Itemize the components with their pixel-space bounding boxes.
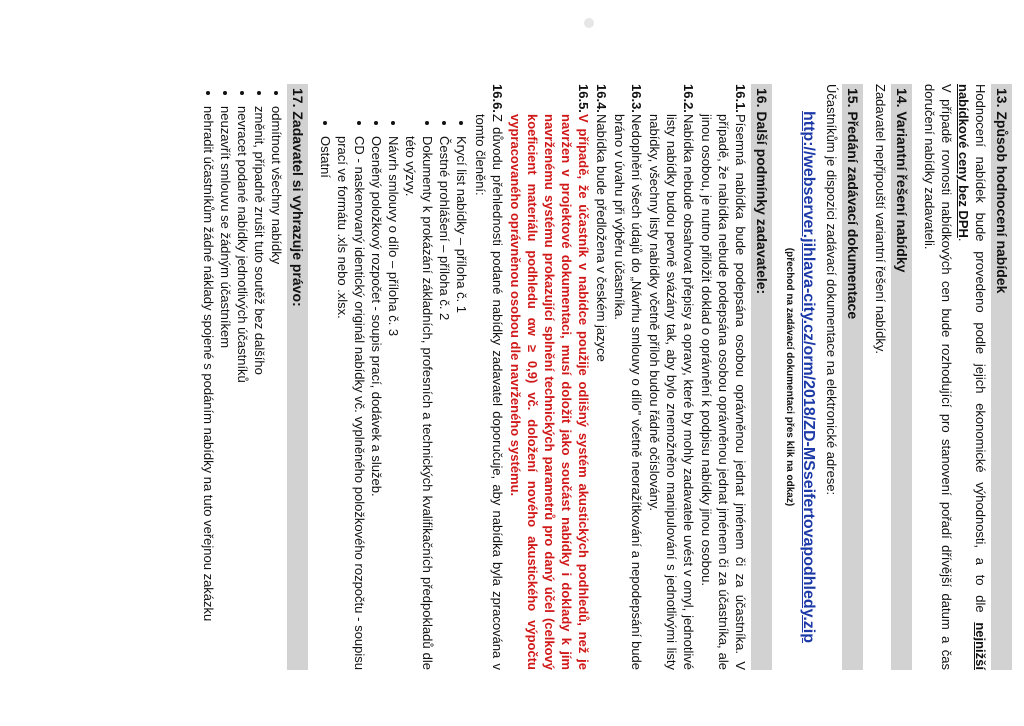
structure-list-item: • Návrh smlouvy o dílo – příloha č. 3: [385, 136, 402, 670]
condition-text: Z důvodu přehlednosti podané nabídky zadavatel doporučuje, aby nabídka byla zpracována v tomto členění:: [473, 114, 505, 670]
condition-16-5: [507, 84, 592, 670]
section-14: [872, 84, 912, 670]
structure-list-item: • Ostatní: [317, 136, 334, 670]
section-16: [317, 84, 772, 670]
condition-16-2: [646, 84, 697, 670]
section-13-paragraph-2: V případě rovnosti nabídkových cen bude rozhodující pro stanovení pořadí dřívější datum a čas doručení nabídky zadavateli.: [922, 84, 954, 670]
rights-list-item: • změnit, případně zrušit tuto soutěž bez dalšího: [251, 106, 268, 670]
condition-16-4: [593, 84, 610, 670]
section-14-paragraph: Zadavatel nepřipouští variantní řešení nabídky.: [873, 84, 888, 355]
condition-text: Nabídka nebude obsahovat přepisy a opravy, které by mohly zadavatele uvést v omyl, jednotlivé listy nabídky budou pevně svázány tak, aby bylo znemožněno manipulování s jednotlivými listy nabídky, všechny listy nabídky včetně příloh budou řádně očíslovány.: [647, 114, 696, 670]
section-13-paragraph-1: [955, 84, 989, 670]
section-15-paragraph: Účastníkům je dispozici zadávací dokumentace na elektronické adrese:: [824, 84, 839, 496]
s13-text-c: .: [956, 237, 971, 242]
condition-text: Nabídka bude předložena v českém jazyce: [594, 114, 609, 362]
document-body: [191, 84, 1012, 670]
condition-number: 16.3.: [629, 84, 644, 113]
condition-number: 16.6.: [490, 84, 505, 113]
section-14-title: 14. Variantní řešení nabídky: [891, 84, 912, 670]
condition-16-1: [698, 84, 749, 670]
zd-link-block: [781, 84, 817, 670]
structure-list-item: • Oceněný položkový rozpočet - soupis prací, dodávek a služeb.: [368, 136, 385, 670]
structure-list-item: • CD - naskenovaný identický originál nabídky vč. vyplněného položkového rozpočtu - soupisu prací ve formátu .xls nebo .xlsx.: [334, 136, 368, 670]
structure-list-item: • Dokumenty k prokázání základních, profesních a technických kvalifikačních předpokladů dle této výzvy.: [402, 136, 436, 670]
s13-text-a: Hodnocení nabídek bude provedeno podle jejich ekonomické výhodnosti, a to dle: [973, 84, 988, 623]
condition-16-3: [611, 84, 645, 670]
section-17: [200, 84, 308, 670]
section-15-title: 15. Předání zadávací dokumentace: [842, 84, 863, 670]
zd-download-link[interactable]: http://webserver.jihlava-city.cz/orm/2018/ZD-MSseifertovapodhledy.zip: [800, 111, 817, 643]
condition-16-6-body: [317, 114, 506, 670]
zd-link-note: (přechod na zadávací dokumentaci přes klik na odkaz): [784, 247, 795, 507]
section-16-title: 16. Další podmínky zadavatele:: [751, 84, 772, 670]
structure-list-item: • Krycí list nabídky – příloha č. 1: [453, 136, 470, 670]
condition-number: 16.4.: [594, 84, 609, 113]
rights-list-item: • nevracet podané nabídky jednotlivých účastníků: [234, 106, 251, 670]
condition-16-6: [317, 84, 506, 670]
rights-list-item: • neuzavřít smlouvu se žádným účastníkem: [217, 106, 234, 670]
condition-text: Písemná nabídka bude podepsána osobou oprávněnou jednat jménem či za účastníka. V případě, že nabídka nebude podepsána osobou oprávněnou jednat jménem či za účastníka, ale jinou osobou, je nutno přiložit doklad o oprávnění k podpisu nabídky jinou osobou.: [699, 114, 748, 670]
section-13: [921, 84, 1012, 670]
structure-list-item: • Čestné prohlášení – příloha č. 2: [436, 136, 453, 670]
condition-text-highlighted: V případě, že účastník v nabídce použije odlišný systém akustických podhledů, než je navržen v projektové dokumentaci, musí doložit jako součást nabídky i doklady k jím navrženému systému prokazující splnění technických parametrů pro daný účel (celkový koeficient materiálu podhledu αw ≥ 0,9) vč. doložení nového akustického výpočtu vypracovaného oprávněnou osobou dle navrženého systému.: [508, 114, 591, 670]
section-17-title: 17. Zadavatel si vyhrazuje právo:: [287, 84, 308, 670]
scan-mark: [584, 18, 594, 28]
condition-number: 16.2.: [681, 84, 696, 113]
section-15: [781, 84, 863, 670]
s13-text-emphasis: nejnižší nabídkové ceny bez DPH: [956, 84, 988, 670]
condition-number: 16.5.: [576, 84, 591, 113]
section-13-title: 13. Způsob hodnocení nabídek: [991, 84, 1012, 670]
condition-text: Nedoplnění všech údajů do „Návrhu smlouvy o dílo" včetně neoražítkování a nepodepsání bude bráno v úvahu při výběru účastníka.: [612, 114, 644, 670]
rights-list: [200, 84, 285, 670]
condition-number: 16.1.: [733, 84, 748, 113]
rights-list-item: • odmítnout všechny nabídky: [268, 106, 285, 670]
structure-list: [317, 114, 470, 670]
rights-list-item: • nehradit účastníkům žádné náklady spojené s podáním nabídky na tuto veřejnou zakázku: [200, 106, 217, 670]
